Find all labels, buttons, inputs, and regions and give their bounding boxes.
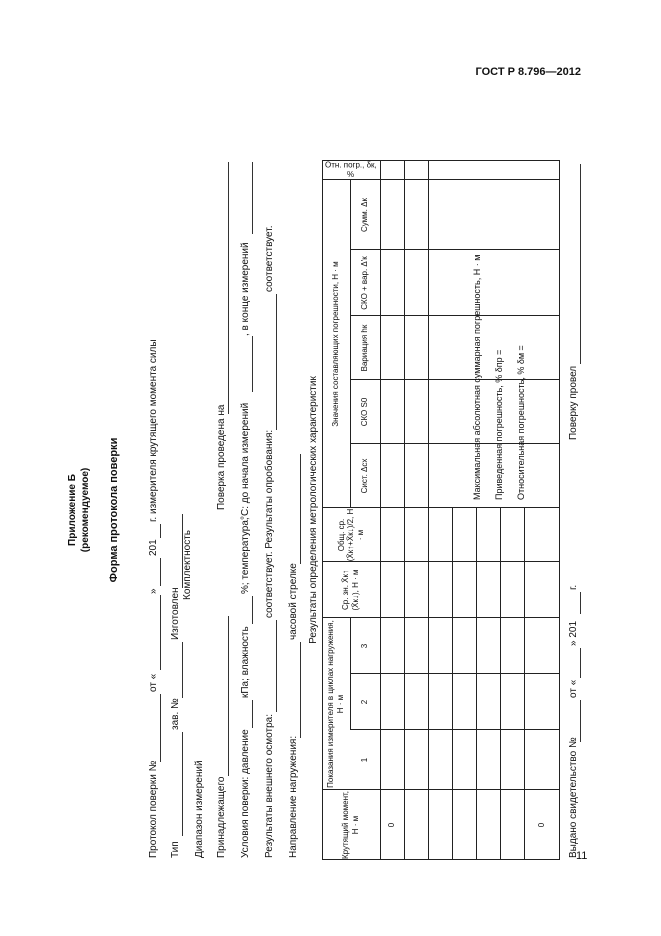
clockwise-label: часовой стрелке (288, 563, 299, 640)
col-rel: Отн. погр., δк, % (325, 160, 377, 179)
certificate-label: Выдано свидетельство № (568, 737, 579, 858)
conditions-label: Условия поверки: давление (240, 729, 251, 858)
temp-start: °С: до начала измерений (240, 402, 251, 520)
summary-max-abs: Максимальная абсолютная суммарная погрешность, Н · м (472, 254, 482, 500)
inspection-label: Результаты внешнего осмотра: (264, 714, 275, 858)
cycle-3: 3 (360, 643, 370, 649)
col-mean: Ср. зн. X̄к↑ (X̄к↓), Н · м (341, 569, 360, 611)
form-title: Форма протокола поверки (108, 437, 120, 583)
manufacturer-label: Изготовлен (170, 587, 181, 640)
cycle-2: 2 (360, 699, 370, 705)
load-direction-label: Направление нагружения: (288, 735, 299, 858)
protocol-mid: » (148, 588, 159, 594)
col-torque: Крутящий момент, Н · м (341, 790, 360, 860)
comp-variation: Вариация hк (360, 324, 370, 372)
page-number: 11 (576, 850, 588, 862)
col-total: Общ. ср. (X̄к↑+X̄к↓)/2, Н · м (336, 508, 365, 562)
protocol-no-label: Протокол поверки № (148, 760, 159, 858)
table-row (476, 508, 477, 860)
col-readings: Показания измерителя в циклах нагружения, Н · м (326, 620, 345, 788)
protocol-from-label: от « (148, 673, 159, 692)
rotated-form (62, 160, 582, 860)
verifier-label: Поверку провел (568, 365, 579, 440)
inspection-ok: соответствует. Результаты опробования: (264, 429, 275, 618)
row-label-0-bottom: 0 (537, 822, 547, 828)
row-label-0-top: 0 (387, 822, 397, 828)
owner-label: Принадлежащего (216, 776, 227, 858)
range-label: Диапазон измерений (194, 760, 205, 858)
appendix-subtitle: (рекомендуемое) (80, 467, 91, 553)
summary-relative: Относительная погрешность, % δм = (516, 345, 526, 500)
temp-end: , в конце измерений (240, 242, 251, 336)
protocol-year-suffix: г. измерителя крутящего момента силы (148, 339, 159, 522)
testing-ok: соответствует. (264, 225, 275, 292)
appendix-title: Приложение Б (67, 474, 78, 546)
cert-year-suffix: г. (568, 584, 579, 590)
comp-sum: Сумм. Δк (360, 198, 370, 232)
col-components: Значения составляющих погрешности, Н · м (331, 261, 341, 427)
cert-from: от « (568, 679, 579, 698)
cert-year: » 201 (568, 620, 579, 646)
comp-sko: СКО S0 (360, 397, 370, 427)
table-caption: Результаты определения метрологических характеристик (308, 376, 319, 644)
summary-reduced: Приведенная погрешность, % δпр = (494, 349, 504, 500)
completeness-label: Комплектность (182, 529, 193, 600)
table-row (452, 508, 453, 860)
comp-sys: Сист. Δсх (360, 458, 370, 494)
table-row (404, 160, 405, 860)
cycle-1: 1 (360, 757, 370, 763)
type-label: Тип (170, 841, 181, 858)
standard-header: ГОСТ Р 8.796—2012 (475, 66, 581, 78)
humidity-unit: %; температура, (240, 517, 251, 594)
serial-label: зав. № (170, 698, 181, 730)
table-row (428, 160, 429, 860)
pressure-unit: кПа; влажность (240, 626, 251, 698)
protocol-year: 201 (148, 539, 159, 556)
table-row (500, 508, 501, 860)
comp-sko-var: СКО + вар. Δ'к (360, 256, 370, 310)
verified-at-label: Поверка проведена на (216, 404, 227, 510)
